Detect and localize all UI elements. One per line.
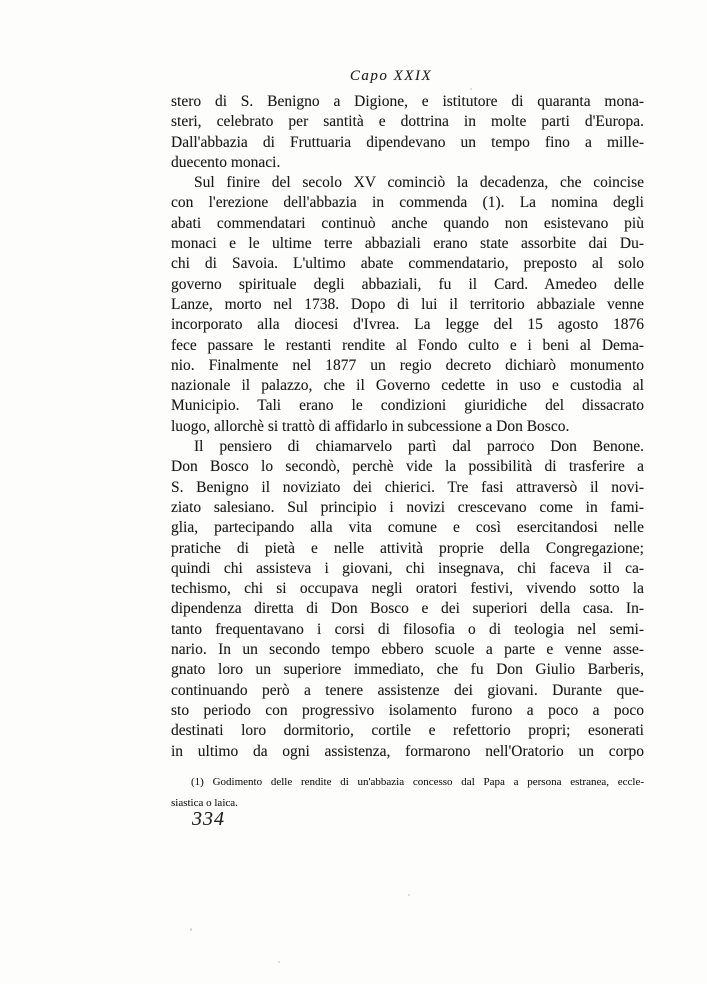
text-line: nazionale il palazzo, che il Governo cedette in uso e custodia al — [171, 377, 644, 395]
body-text — [171, 92, 644, 762]
scan-speck — [190, 928, 192, 931]
scan-speck — [408, 894, 410, 896]
text-line: duecento monaci. — [171, 153, 281, 171]
paragraph — [171, 772, 644, 814]
text-line: Sul finire del secolo XV cominciò la decadenza, che coincise — [194, 174, 644, 192]
scan-speck — [470, 88, 472, 90]
text-line: monaci e le ultime terre abbaziali erano state assorbite dai Du- — [171, 235, 644, 253]
text-line: quindi chi assisteva i giovani, chi insegnava, chi faceva il ca- — [171, 559, 644, 577]
text-line: Municipio. Tali erano le condizioni giuridiche del dissacrato — [171, 397, 644, 415]
text-line: sto periodo con progressivo isolamento furono a poco a poco — [171, 701, 644, 719]
text-line: continuando però a tenere assistenze dei giovani. Durante que- — [171, 681, 644, 699]
text-line: nario. In un secondo tempo ebbero scuole a parte e venne asse- — [171, 641, 644, 659]
text-line: luogo, allorchè si trattò di affidarlo in subcessione a Don Bosco. — [171, 417, 570, 435]
footnote — [171, 772, 644, 814]
text-line: (1) Godimento delle rendite di un'abbazia concesso dal Papa a persona estranea, eccle- — [191, 776, 644, 788]
scan-speck — [278, 961, 280, 963]
text-line: Dall'abbazia di Fruttuaria dipendevano un tempo fino a mille- — [171, 133, 644, 151]
text-line: gnato loro un superiore immediato, che fu Don Giulio Barberis, — [171, 661, 644, 679]
page-number: 334 — [192, 808, 225, 830]
text-line: dipendenza diretta di Don Bosco e dei superiori della casa. In- — [171, 600, 644, 618]
paragraph — [171, 173, 644, 437]
text-line: tanto frequentavano i corsi di filosofia o di teologia nel semi- — [171, 620, 644, 638]
text-line: stero di S. Benigno a Digione, e istitutore di quaranta mona- — [171, 93, 644, 110]
text-line: destinati loro dormitorio, cortile e refettorio propri; esonerati — [171, 722, 644, 740]
text-line: Don Bosco lo secondò, perchè vide la possibilità di trasferire a — [171, 458, 644, 476]
running-head: Capo XXIX — [349, 68, 433, 84]
paragraph — [171, 437, 644, 762]
text-line: con l'erezione dell'abbazia in commenda (1). La nomina degli — [171, 194, 644, 212]
text-line: governo spirituale degli abbaziali, fu il Card. Amedeo delle — [171, 275, 644, 293]
paragraph — [171, 92, 644, 173]
text-line: techismo, chi si occupava negli oratori festivi, vivendo sotto la — [171, 580, 644, 598]
text-line: ziato salesiano. Sul principio i novizi crescevano come in fami- — [171, 498, 644, 516]
text-line: S. Benigno il noviziato dei chierici. Tre fasi attraversò il novi- — [171, 478, 644, 496]
text-line: siastica o laica. — [171, 797, 238, 809]
text-line: nio. Finalmente nel 1877 un regio decreto dichiarò monumento — [171, 356, 644, 374]
scan-speck — [523, 440, 525, 442]
text-line: chi di Savoia. L'ultimo abate commendatario, preposto al solo — [171, 255, 644, 273]
text-line: pratiche di pietà e nelle attività proprie della Congregazione; — [171, 539, 644, 557]
text-line: abati commendatari continuò anche quando non esistevano più — [171, 214, 644, 232]
text-line: Lanze, morto nel 1738. Dopo di lui il territorio abbaziale venne — [171, 295, 644, 313]
text-line: in ultimo da ogni assistenza, formarono nell'Oratorio un corpo — [171, 742, 644, 760]
text-line: steri, celebrato per santità e dottrina in molte parti d'Europa. — [171, 113, 644, 131]
text-line: glia, partecipando alla vita comune e così esercitandosi nelle — [171, 519, 644, 537]
text-line: incorporato alla diocesi d'Ivrea. La legge del 15 agosto 1876 — [171, 316, 644, 334]
text-line: fece passare le restanti rendite al Fondo culto e i beni al Dema- — [171, 336, 644, 354]
text-line: Il pensiero di chiamarvelo partì dal parroco Don Benone. — [194, 438, 644, 456]
